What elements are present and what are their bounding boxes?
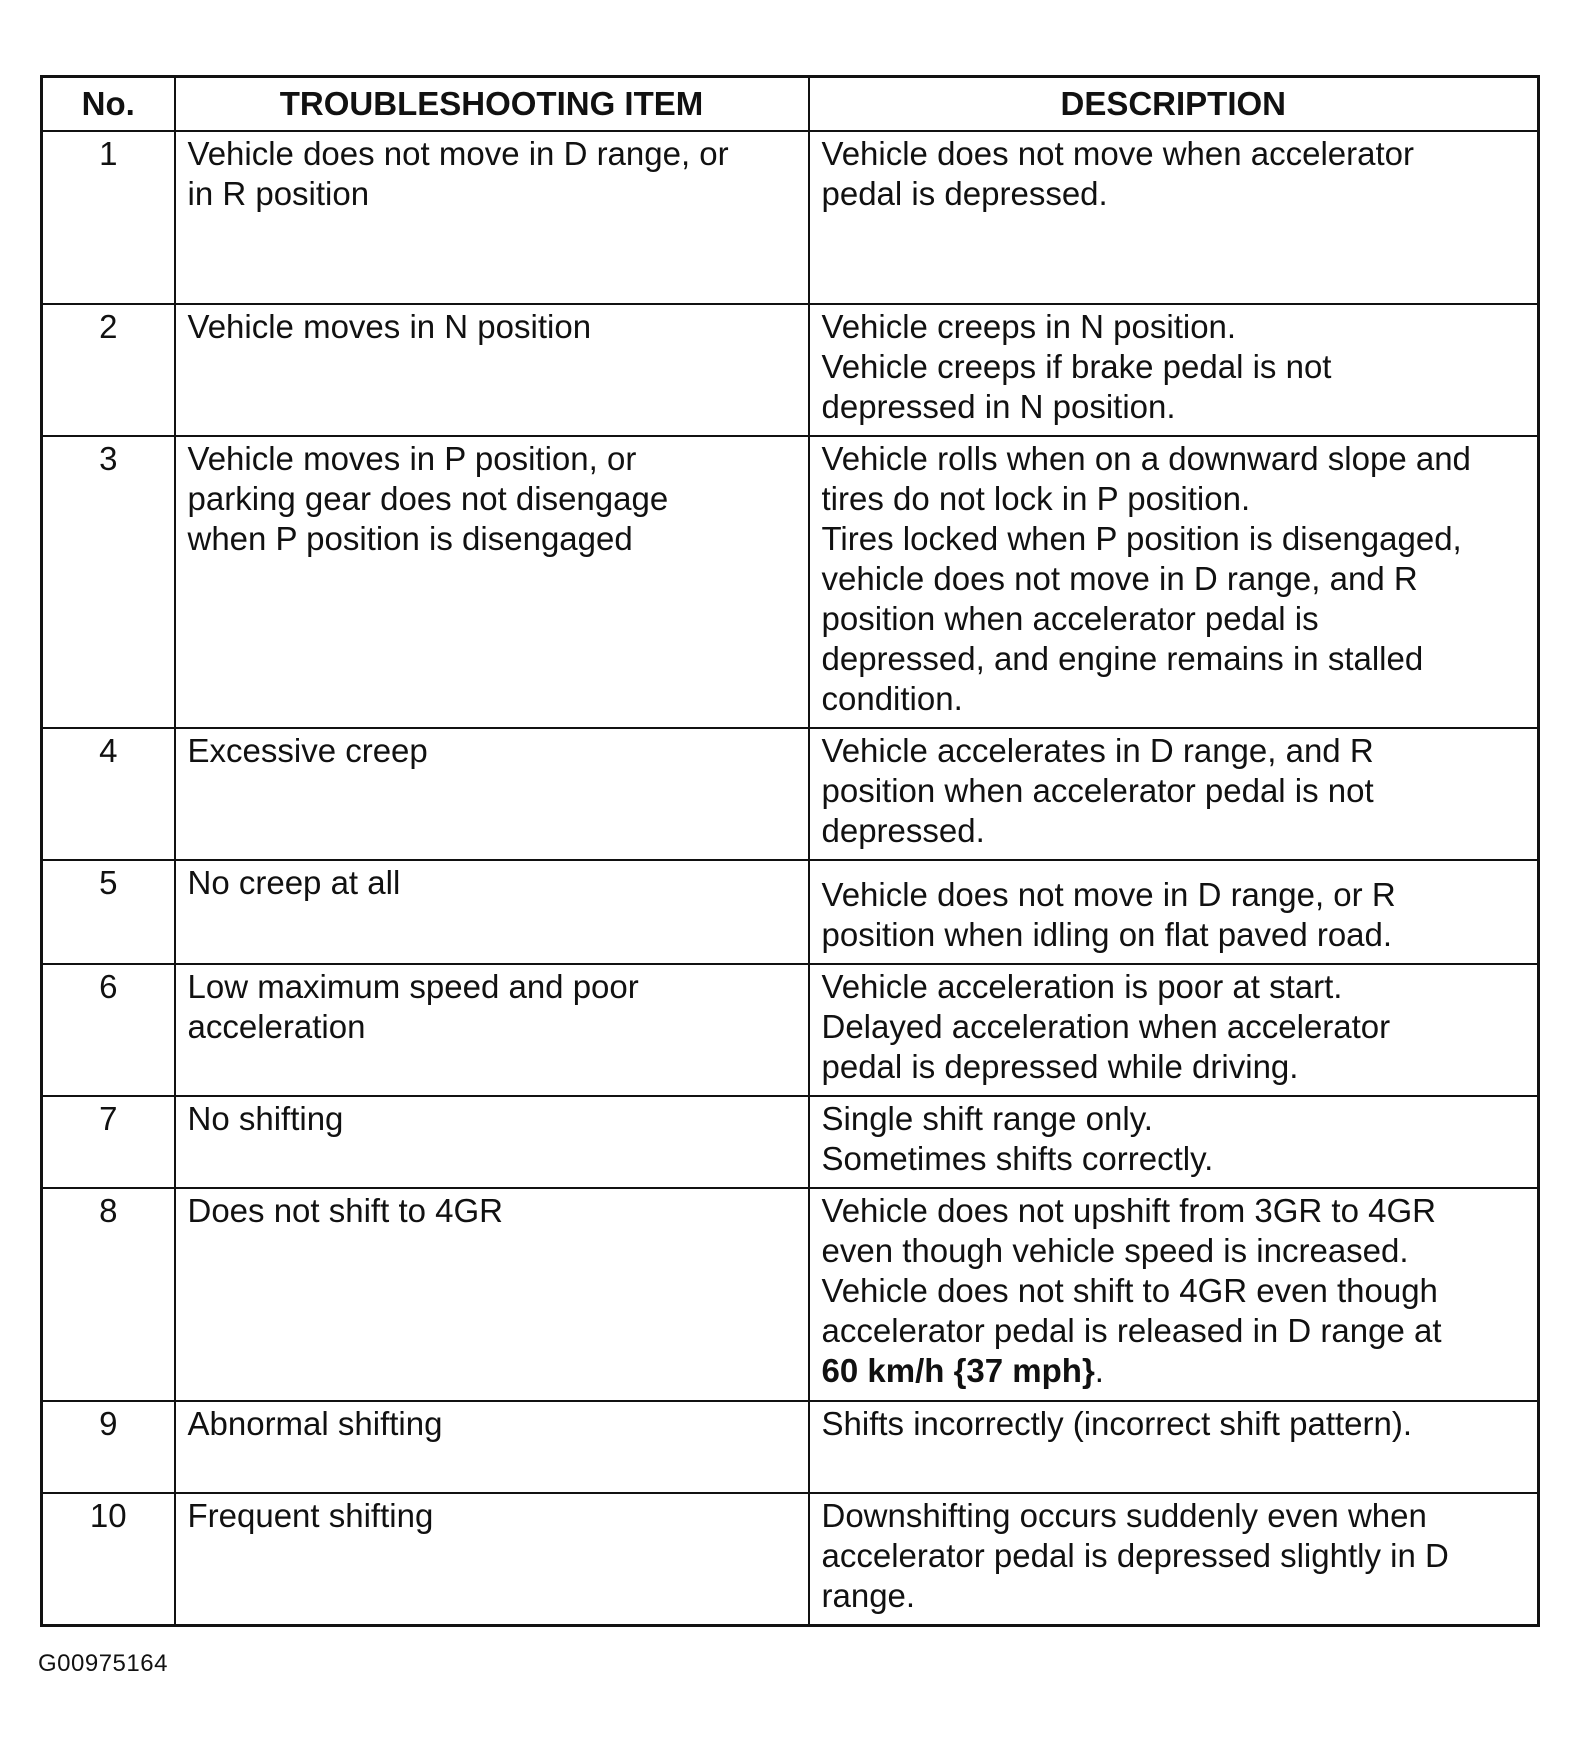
table-row [42, 436, 1539, 728]
item-line: Abnormal shifting [187, 1405, 443, 1442]
row-number: 3 [42, 436, 175, 728]
description-line: Delayed acceleration when accelerator [821, 1008, 1391, 1045]
item-line: Does not shift to 4GR [187, 1192, 503, 1229]
description-line: Vehicle does not shift to 4GR even though [821, 1272, 1438, 1309]
description-line: Vehicle acceleration is poor at start. [821, 968, 1343, 1005]
item-line: Excessive creep [187, 732, 428, 769]
item-line: Vehicle moves in N position [187, 308, 592, 345]
header-troubleshooting-item: TROUBLESHOOTING ITEM [175, 77, 809, 132]
description-line: depressed, and engine remains in stalled [821, 640, 1424, 677]
item-line: Frequent shifting [187, 1497, 434, 1534]
troubleshooting-item-cell [175, 131, 809, 304]
description-line: accelerator pedal is released in D range at [821, 1312, 1442, 1349]
troubleshooting-item-cell [175, 304, 809, 436]
table-row [42, 1401, 1539, 1493]
row-number: 4 [42, 728, 175, 860]
item-line: No creep at all [187, 864, 401, 901]
description-line: Tires locked when P position is disengaged, [821, 520, 1462, 557]
description-cell [809, 1493, 1539, 1626]
description-line: Vehicle does not move when accelerator [821, 135, 1415, 172]
description-line: position when accelerator pedal is [821, 600, 1319, 637]
description-line: Sometimes shifts correctly. [821, 1140, 1214, 1177]
row-number: 6 [42, 964, 175, 1096]
description-line: condition. [821, 680, 963, 717]
table-row [42, 304, 1539, 436]
item-line: in R position [187, 175, 370, 212]
row-number: 1 [42, 131, 175, 304]
table-row [42, 131, 1539, 304]
item-line: acceleration [187, 1008, 366, 1045]
troubleshooting-table-container [40, 75, 1540, 1627]
description-line: Vehicle rolls when on a downward slope and [821, 440, 1471, 477]
item-line: Vehicle does not move in D range, or [187, 135, 729, 172]
troubleshooting-item-cell [175, 1493, 809, 1626]
header-description: DESCRIPTION [809, 77, 1539, 132]
description-line: position when idling on flat paved road. [821, 916, 1393, 953]
description-line: vehicle does not move in D range, and R [821, 560, 1418, 597]
troubleshooting-item-cell [175, 1096, 809, 1188]
description-line: accelerator pedal is depressed slightly in D [821, 1537, 1449, 1574]
header-row [42, 77, 1539, 132]
figure-code: G00975164 [38, 1650, 168, 1677]
troubleshooting-item-cell [175, 436, 809, 728]
header-no: No. [42, 77, 175, 132]
table-row [42, 1096, 1539, 1188]
table-row [42, 1188, 1539, 1401]
description-line: Vehicle does not upshift from 3GR to 4GR [821, 1192, 1436, 1229]
description-line: Shifts incorrectly (incorrect shift pattern). [821, 1405, 1413, 1442]
description-line: Vehicle does not move in D range, or R [821, 876, 1396, 913]
item-line: Low maximum speed and poor [187, 968, 639, 1005]
description-line: Vehicle creeps in N position. [821, 308, 1237, 345]
description-cell [809, 436, 1539, 728]
description-cell [809, 304, 1539, 436]
troubleshooting-item-cell [175, 728, 809, 860]
description-cell [809, 860, 1539, 964]
speed-value: 60 km/h {37 mph} [821, 1352, 1095, 1389]
troubleshooting-item-cell [175, 964, 809, 1096]
description-cell [809, 1188, 1539, 1401]
description-line: Vehicle accelerates in D range, and R [821, 732, 1374, 769]
description-line: pedal is depressed. [821, 175, 1108, 212]
description-cell [809, 1096, 1539, 1188]
troubleshooting-table [40, 75, 1540, 1627]
row-number: 9 [42, 1401, 175, 1493]
table-row [42, 728, 1539, 860]
description-line: Single shift range only. [821, 1100, 1153, 1137]
row-number: 2 [42, 304, 175, 436]
description-cell [809, 964, 1539, 1096]
description-cell [809, 1401, 1539, 1493]
item-line: No shifting [187, 1100, 344, 1137]
item-line: Vehicle moves in P position, or [187, 440, 637, 477]
item-line: when P position is disengaged [187, 520, 633, 557]
description-line: position when accelerator pedal is not [821, 772, 1374, 809]
description-line: tires do not lock in P position. [821, 480, 1251, 517]
row-number: 10 [42, 1493, 175, 1626]
item-line: parking gear does not disengage [187, 480, 669, 517]
troubleshooting-item-cell [175, 1188, 809, 1401]
row-number: 7 [42, 1096, 175, 1188]
description-line: Vehicle creeps if brake pedal is not [821, 348, 1332, 385]
description-cell [809, 728, 1539, 860]
description-line: range. [821, 1577, 916, 1614]
table-row [42, 964, 1539, 1096]
table-row [42, 1493, 1539, 1626]
row-number: 5 [42, 860, 175, 964]
description-line: pedal is depressed while driving. [821, 1048, 1299, 1085]
description-line: depressed in N position. [821, 388, 1176, 425]
troubleshooting-item-cell [175, 860, 809, 964]
row-number: 8 [42, 1188, 175, 1401]
sentence-end: . [1094, 1352, 1104, 1389]
description-line: even though vehicle speed is increased. [821, 1232, 1409, 1269]
troubleshooting-item-cell [175, 1401, 809, 1493]
description-line-with-speed [822, 1351, 1526, 1391]
description-cell [809, 131, 1539, 304]
description-line: depressed. [821, 812, 985, 849]
description-line: Downshifting occurs suddenly even when [821, 1497, 1427, 1534]
table-row [42, 860, 1539, 964]
